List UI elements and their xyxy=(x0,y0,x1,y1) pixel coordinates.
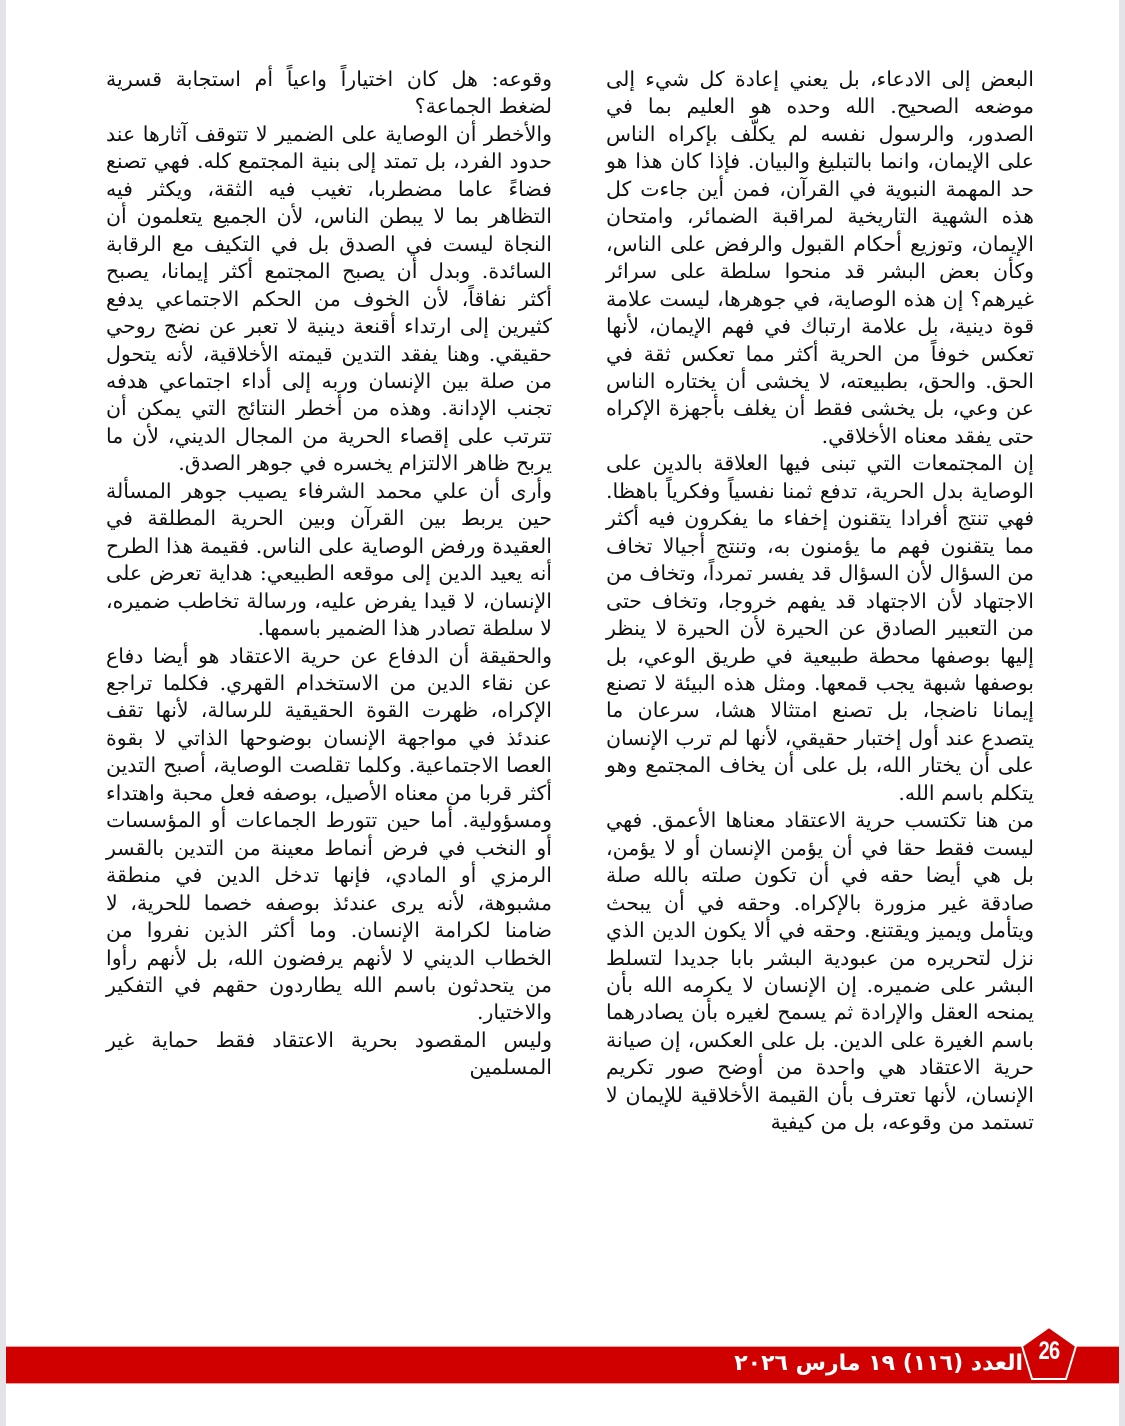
paragraph: وقوعه: هل كان اختياراً واعياً أم استجابة قسرية لضغط الجماعة؟ xyxy=(106,67,552,119)
article-column-right xyxy=(606,66,1034,1137)
paragraph: والحقيقة أن الدفاع عن حرية الاعتقاد هو أيضا دفاع عن نقاء الدين من الاستخدام القهري. فكلما تراجع الإكراه، ظهرت القوة الحقيقية للرسالة، لأنها تقف عندئذ في مواجهة الإنسان بوضوحها الذاتي لا بقوة العصا الاجتماعية. وكلما تقلصت الوصاية، أصبح التدين أكثر قربا من معناه الأصيل، بوصفه فعل محبة واهتداء ومسؤولية. أما حين تتورط الجماعات أو المؤسسات أو النخب في فرض أنماط معينة من التدين بالقسر الرمزي أو المادي، فإنها تدخل الدين في منطقة مشبوهة، لأنه يرى عندئذ بوصفه خصما للحرية، لا ضامنا لكرامة الإنسان. وما أكثر الذين نفروا من الخطاب الديني لا لأنهم يرفضون الله، بل لأنهم رأوا من يتحدثون باسم الله يطاردون حقهم في التفكير والاختيار. xyxy=(106,643,552,1025)
paragraph: وأرى أن علي محمد الشرفاء يصيب جوهر المسألة حين يربط بين القرآن وبين الحرية المطلقة في العقيدة ورفض الوصاية على الناس. فقيمة هذا الطرح أنه يعيد الدين إلى موقعه الطبيعي: هداية تعرض على الإنسان، لا قيدا يفرض عليه، ورسالة تخاطب ضميره، لا سلطة تصادر هذا الضمير باسمها. xyxy=(106,478,552,641)
paragraph: والأخطر أن الوصاية على الضمير لا تتوقف آثارها عند حدود الفرد، بل تمتد إلى بنية المجتمع كله. فهي تصنع فضاءً عاما مضطربا، تغيب فيه الثقة، ويكثر فيه التظاهر بما لا يبطن الناس، لأن الجميع يتعلمون أن النجاة ليست في الصدق بل في التكيف مع الرقابة السائدة. وبدل أن يصبح المجتمع أكثر إيمانا، يصبح أكثر نفاقاً، لأن الخوف من الحكم الاجتماعي يدفع كثيرين إلى ارتداء أقنعة دينية لا تعبر عن نضج روحي حقيقي. وهنا يفقد التدين قيمته الأخلاقية، لأنه يتحول من صلة بين الإنسان وربه إلى أداء اجتماعي هدفه تجنب الإدانة. وهذه من أخطر النتائج التي يمكن أن تترتب على إقصاء الحرية من المجال الديني، لأن ما يربح ظاهر الالتزام يخسره في جوهر الصدق. xyxy=(106,121,552,476)
page-number-badge xyxy=(1020,1325,1078,1381)
paragraph: وليس المقصود بحرية الاعتقاد فقط حماية غير المسلمين xyxy=(106,1027,552,1080)
paragraph: البعض إلى الادعاء، بل يعني إعادة كل شيء إلى موضعه الصحيح. الله وحده هو العليم بما في الصدور، والرسول نفسه لم يكلّف بإكراه الناس على الإيمان، وانما بالتبليغ والبيان. فإذا كان هذا هو حد المهمة النبوية في القرآن، فمن أين جاءت كل هذه الشهية التاريخية لمراقبة الضمائر، وامتحان الإيمان، وتوزيع أحكام القبول والرفض على الناس، وكأن بعض البشر قد منحوا سلطة على سرائر غيرهم؟ إن هذه الوصاية، في جوهرها، ليست علامة قوة دينية، بل علامة ارتباك في فهم الإيمان، لأنها تعكس خوفاً من الحرية أكثر مما تعكس ثقة في الحق. والحق، بطبيعته، لا يخشى أن يختاره الناس عن وعي، بل يخشى فقط أن يغلف بأجهزة الإكراه حتى يفقد معناه الأخلاقي. xyxy=(606,67,1034,448)
paragraph: من هنا تكتسب حرية الاعتقاد معناها الأعمق. فهي ليست فقط حقا في أن يؤمن الإنسان أو لا يؤمن، بل هي أيضا حقه في أن تكون صلته بالله صلة صادقة غير مزورة بالإكراه. وحقه في أن يبحث ويتأمل ويميز ويقتنع. وحقه في ألا يكون الدين الذي نزل لتحريره من عبودية البشر بابا جديدا لتسلط البشر على ضميره. إن الإنسان لا يكرمه الله بأن يمنحه العقل والإرادة ثم يسمح لغيره بأن يصادرهما باسم الغيرة على الدين. بل على العكس، إن صيانة حرية الاعتقاد هي واحدة من أوضح صور تكريم الإنسان، لأنها تعترف بأن القيمة الأخلاقية للإيمان لا تستمد من وقوعه، بل من كيفية xyxy=(606,808,1034,1135)
magazine-page xyxy=(6,0,1119,1426)
issue-info: العدد (١١٦) ١٩ مارس ٢٠٢٦ xyxy=(734,1351,1023,1376)
page-number: 26 xyxy=(1038,1337,1060,1365)
paragraph: إن المجتمعات التي تبنى فيها العلاقة بالدين على الوصاية بدل الحرية، تدفع ثمنا نفسياً وفكرياً باهظا. فهي تنتج أفرادا يتقنون إخفاء ما يفكرون فيه أكثر مما يتقنون فهم ما يؤمنون به، وتنتج أجيالا تخاف من السؤال لأن السؤال قد يفسر تمرداً، وتخاف من الاجتهاد لأن الاجتهاد قد يفهم خروجا، وتخاف حتى من التعبير الصادق عن الحيرة لأن الحيرة لا ينظر إليها بوصفها محطة طبيعية في طريق الوعي، بل بوصفها شبهة يجب قمعها. ومثل هذه البيئة لا تصنع إيمانا ناضجا، بل تصنع امتثالا هشا، سرعان ما يتصدع عند أول إختبار حقيقي، لأنها لم ترب الإنسان على أن يختار الله، بل على أن يخاف المجتمع وهو يتكلم باسم الله. xyxy=(606,451,1034,805)
article-column-left xyxy=(106,66,552,1082)
